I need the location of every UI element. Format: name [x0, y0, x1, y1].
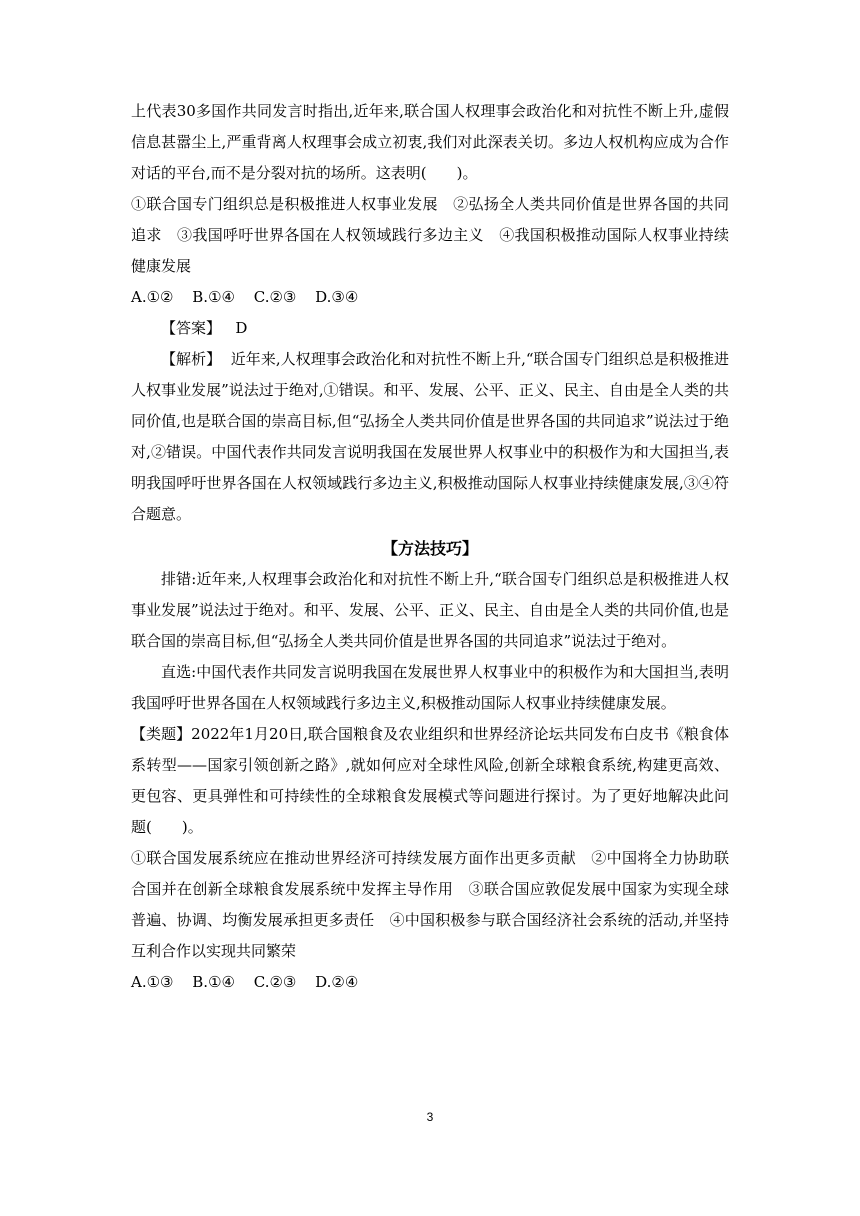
answer-label: 【答案】	[161, 319, 222, 337]
question1-stem: 上代表30多国作共同发言时指出,近年来,联合国人权理事会政治化和对抗性不断上升,虚假信息甚嚣尘上,严重背离人权理事会成立初衷,我们对此深表关切。多边人权机构应成为合作对话的平台,而不是分裂对抗的场所。这表明( )。	[131, 102, 729, 182]
answer-value: D	[235, 319, 248, 337]
question2-option-d: D.②④	[315, 973, 359, 991]
page-number: 3	[426, 1110, 434, 1124]
method-heading: 【方法技巧】	[381, 539, 478, 558]
question1-option-a: A.①②	[131, 288, 174, 306]
question2-options	[131, 967, 729, 998]
question1-answer	[131, 313, 729, 344]
question1-statements: ①联合国专门组织总是积极推进人权事业发展 ②弘扬全人类共同价值是世界各国的共同追求 ③我国呼吁世界各国在人权领域践行多边主义 ④我国积极推动国际人权事业持续健康发展	[131, 195, 729, 275]
page-content	[131, 96, 729, 998]
question2-statements: ①联合国发展系统应在推动世界经济可持续发展方面作出更多贡献 ②中国将全力协助联合国并在创新全球粮食发展系统中发挥主导作用 ③联合国应敦促发展中国家为实现全球普遍、协调、均衡发展承担更多责任 ④中国积极参与联合国经济社会系统的活动,并坚持互利合作以实现共同繁荣	[131, 849, 729, 960]
question1-options	[131, 282, 729, 313]
method-exclude: 排错:近年来,人权理事会政治化和对抗性不断上升,“联合国专门组织总是积极推进人权事业发展”说法过于绝对。和平、发展、公平、正义、民主、自由是全人类的共同价值,也是联合国的崇高目标,但“弘扬全人类共同价值是世界各国的共同追求”说法过于绝对。	[131, 570, 729, 650]
question2-option-a: A.①③	[131, 973, 174, 991]
question1-option-b: B.①④	[192, 288, 235, 306]
analysis-text: 近年来,人权理事会政治化和对抗性不断上升,“联合国专门组织总是积极推进人权事业发展”说法过于绝对,①错误。和平、发展、公平、正义、民主、自由是全人类的共同价值,也是联合国的崇高目标,但“弘扬全人类共同价值是世界各国的共同追求”说法过于绝对,②错误。中国代表作共同发言说明我国在发展世界人权事业中的积极作为和大国担当,表明我国呼吁世界各国在人权领域践行多边主义,积极推动国际人权事业持续健康发展,③④符合题意。	[131, 350, 729, 523]
question1-option-c: C.②③	[253, 288, 297, 306]
question1-option-d: D.③④	[315, 288, 359, 306]
question1-analysis	[131, 344, 729, 530]
question2-option-b: B.①④	[192, 973, 235, 991]
similar-question-label: 【类题】	[131, 725, 192, 743]
question2-stem: 2022年1月20日,联合国粮食及农业组织和世界经济论坛共同发布白皮书《粮食体系转型——国家引领创新之路》,就如何应对全球性风险,创新全球粮食系统,构建更高效、更包容、更具弹性和可持续性的全球粮食发展模式等问题进行探讨。为了更好地解决此问题( )。	[131, 725, 729, 836]
method-select: 直选:中国代表作共同发言说明我国在发展世界人权事业中的积极作为和大国担当,表明我国呼吁世界各国在人权领域践行多边主义,积极推动国际人权事业持续健康发展。	[131, 663, 729, 712]
question2-option-c: C.②③	[253, 973, 297, 991]
question2-stem-block	[131, 719, 729, 843]
analysis-label: 【解析】	[161, 350, 222, 368]
